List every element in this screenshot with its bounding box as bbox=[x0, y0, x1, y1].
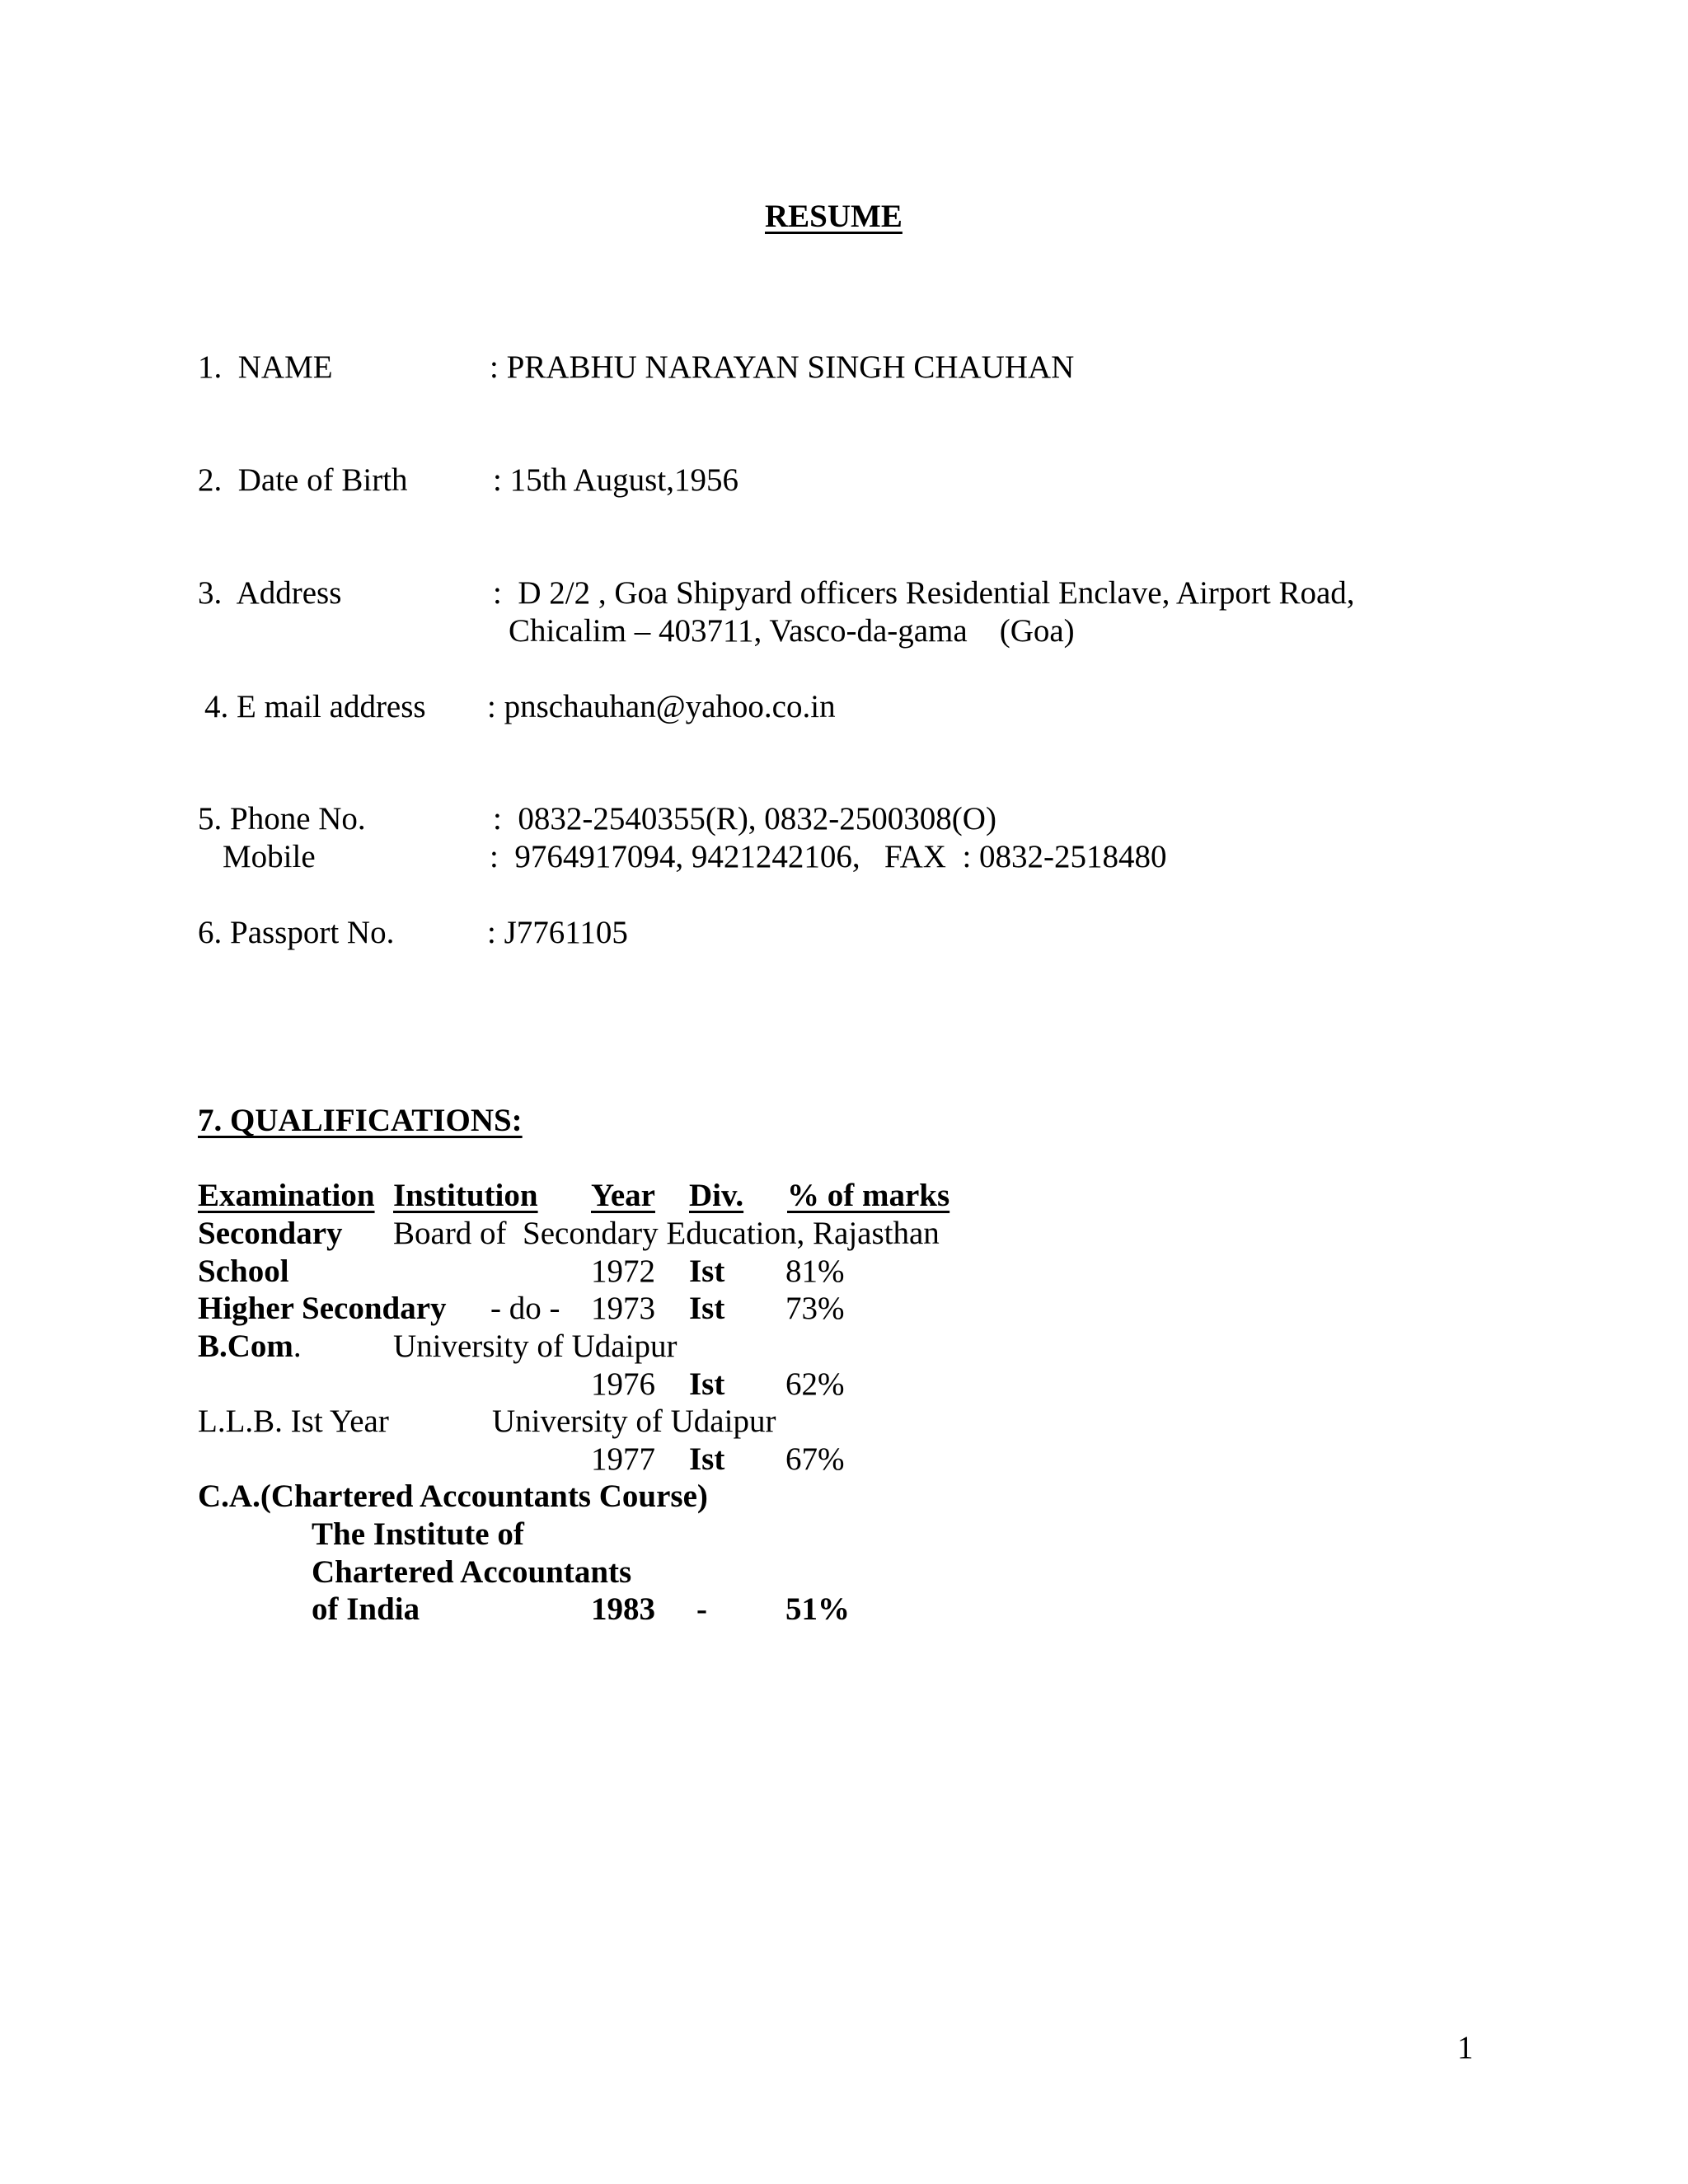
header-marks: % of marks bbox=[787, 1178, 950, 1213]
llb-year: 1977 bbox=[591, 1441, 655, 1477]
secondary-exam-line2: School bbox=[198, 1254, 289, 1289]
higher-secondary-year: 1973 bbox=[591, 1291, 655, 1326]
email-label: 4. E mail address bbox=[204, 689, 426, 724]
higher-secondary-marks: 73% bbox=[785, 1291, 845, 1326]
address-label: 3. Address bbox=[198, 575, 342, 611]
llb-div: Ist bbox=[689, 1441, 725, 1477]
ca-year: 1983 bbox=[591, 1591, 655, 1627]
bcom-exam-suffix: . bbox=[293, 1329, 302, 1364]
llb-marks: 67% bbox=[785, 1441, 845, 1477]
phone-value: : 0832-2540355(R), 0832-2500308(O) bbox=[493, 801, 996, 837]
higher-secondary-institution: - do - bbox=[490, 1291, 560, 1326]
secondary-exam: Secondary bbox=[198, 1216, 343, 1251]
header-institution: Institution bbox=[393, 1178, 538, 1213]
bcom-year: 1976 bbox=[591, 1366, 655, 1402]
ca-institution-line2: Chartered Accountants bbox=[312, 1554, 632, 1590]
passport-label: 6. Passport No. bbox=[198, 915, 395, 950]
name-value: : PRABHU NARAYAN SINGH CHAUHAN bbox=[490, 349, 1075, 385]
address-line2: Chicalim – 403711, Vasco-da-gama (Goa) bbox=[509, 613, 1075, 649]
header-year: Year bbox=[591, 1178, 655, 1213]
passport-value: : J7761105 bbox=[487, 915, 628, 950]
address-line1: : D 2/2 , Goa Shipyard officers Residential Enclave, Airport Road, bbox=[493, 575, 1355, 611]
name-label: 1. NAME bbox=[198, 349, 333, 385]
bcom-div: Ist bbox=[689, 1366, 725, 1402]
llb-exam: L.L.B. Ist Year bbox=[198, 1404, 389, 1439]
ca-exam: C.A.(Chartered Accountants Course) bbox=[198, 1479, 708, 1514]
bcom-exam: B.Com bbox=[198, 1329, 293, 1364]
dob-value: : 15th August,1956 bbox=[493, 462, 738, 498]
ca-institution-line3: of India bbox=[312, 1591, 420, 1627]
higher-secondary-exam: Higher Secondary bbox=[198, 1291, 447, 1326]
bcom-exam-cell bbox=[198, 1330, 302, 1362]
higher-secondary-div: Ist bbox=[689, 1291, 725, 1326]
header-div: Div. bbox=[689, 1178, 744, 1213]
llb-institution: University of Udaipur bbox=[492, 1404, 776, 1439]
phone-label: 5. Phone No. bbox=[198, 801, 366, 837]
secondary-div: Ist bbox=[689, 1254, 725, 1289]
resume-title: RESUME bbox=[765, 199, 903, 234]
header-examination: Examination bbox=[198, 1178, 375, 1213]
bcom-marks: 62% bbox=[785, 1366, 845, 1402]
email-value: : pnschauhan@yahoo.co.in bbox=[487, 689, 836, 724]
secondary-institution: Board of Secondary Education, Rajasthan bbox=[393, 1216, 940, 1251]
ca-div: - bbox=[696, 1591, 707, 1627]
mobile-value: : 9764917094, 9421242106, FAX : 0832-2518480 bbox=[490, 839, 1167, 874]
secondary-year: 1972 bbox=[591, 1254, 655, 1289]
secondary-marks: 81% bbox=[785, 1254, 845, 1289]
ca-institution-line1: The Institute of bbox=[312, 1516, 524, 1552]
qualifications-heading: 7. QUALIFICATIONS: bbox=[198, 1103, 523, 1138]
dob-label: 2. Date of Birth bbox=[198, 462, 408, 498]
bcom-institution: University of Udaipur bbox=[393, 1329, 678, 1364]
mobile-label: Mobile bbox=[223, 839, 316, 874]
page-number: 1 bbox=[1457, 2030, 1474, 2065]
ca-marks: 51% bbox=[785, 1591, 850, 1627]
